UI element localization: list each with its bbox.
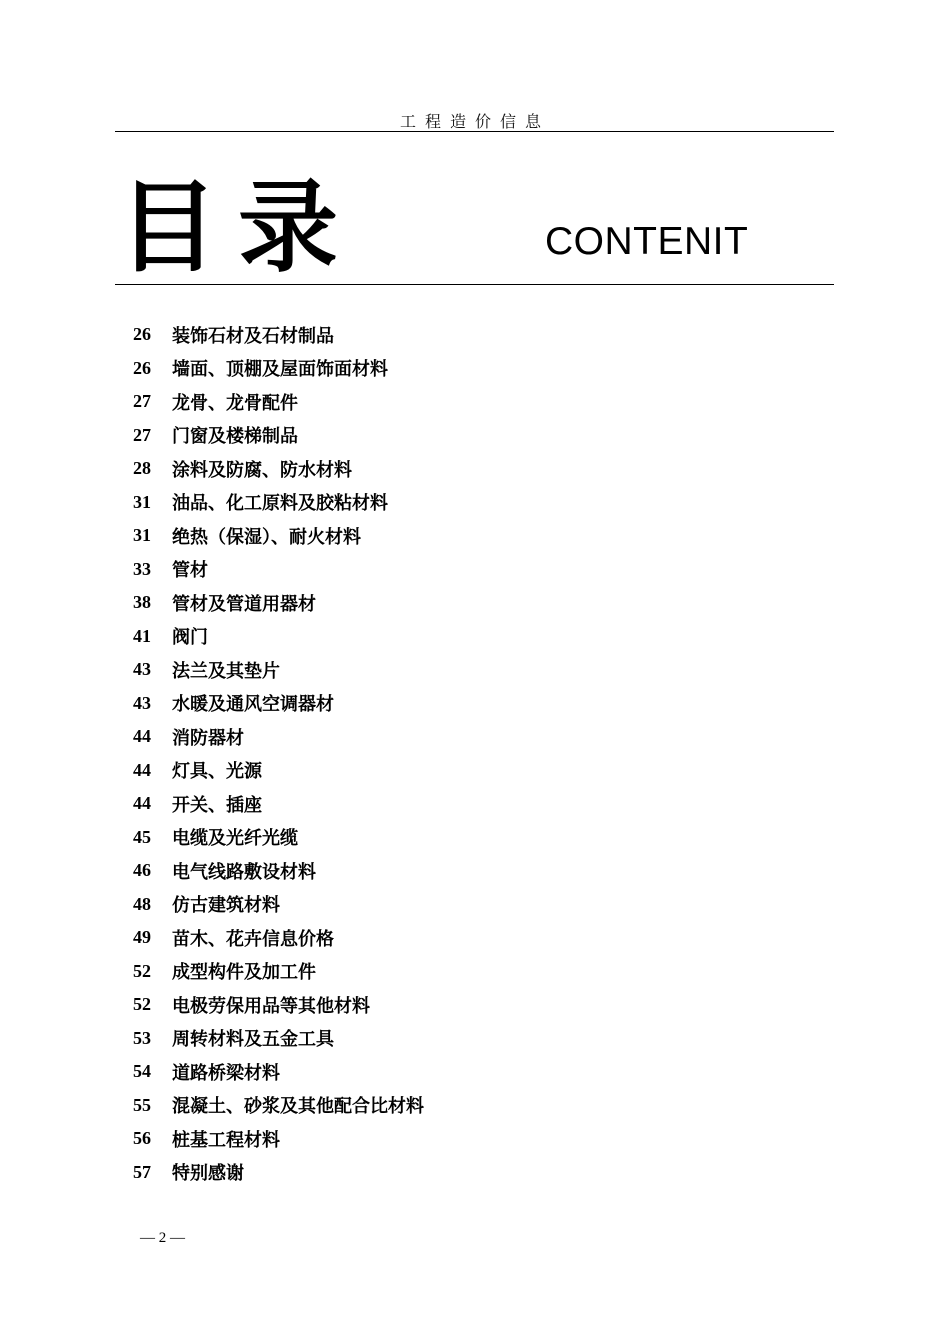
toc-page-number: 48 — [133, 893, 151, 914]
toc-page-number: 52 — [133, 960, 151, 981]
toc-item[interactable] — [133, 620, 424, 654]
toc-item[interactable] — [133, 955, 424, 989]
toc-item[interactable] — [133, 352, 424, 386]
toc-page-number: 46 — [133, 860, 151, 881]
toc-item[interactable] — [133, 318, 424, 352]
toc-page-number: 28 — [133, 458, 151, 479]
toc-page-number: 27 — [133, 391, 151, 412]
toc-label: 电气线路敷设材料 — [172, 861, 316, 883]
heading-english: CONTENIT — [545, 220, 749, 263]
toc-label: 周转材料及五金工具 — [172, 1029, 334, 1051]
toc-label: 绝热（保湿）、耐火材料 — [172, 526, 361, 548]
table-of-contents — [133, 318, 424, 1189]
toc-label: 特别感谢 — [172, 1163, 244, 1185]
toc-label: 桩基工程材料 — [172, 1129, 280, 1151]
toc-label: 墙面、顶棚及屋面饰面材料 — [172, 359, 388, 381]
toc-label: 水暖及通风空调器材 — [172, 694, 334, 716]
title-rule — [115, 284, 834, 285]
toc-label: 灯具、光源 — [172, 761, 262, 783]
toc-page-number: 27 — [133, 424, 151, 445]
toc-label: 装饰石材及石材制品 — [172, 325, 334, 347]
toc-page-number: 54 — [133, 1061, 151, 1082]
toc-label: 电缆及光纤光缆 — [172, 828, 298, 850]
header-rule — [115, 131, 834, 132]
running-header-title: 工程造价信息 — [399, 112, 550, 131]
toc-page-number: 53 — [133, 1027, 151, 1048]
toc-page-number: 31 — [133, 491, 151, 512]
toc-item[interactable] — [133, 553, 424, 587]
toc-label: 涂料及防腐、防水材料 — [172, 459, 352, 481]
toc-page-number: 55 — [133, 1094, 151, 1115]
toc-item[interactable] — [133, 787, 424, 821]
toc-label: 消防器材 — [172, 727, 244, 749]
toc-label: 道路桥梁材料 — [172, 1062, 280, 1084]
toc-page-number: 43 — [133, 692, 151, 713]
toc-page-number: 56 — [133, 1128, 151, 1149]
toc-label: 电极劳保用品等其他材料 — [172, 995, 370, 1017]
toc-label: 门窗及楼梯制品 — [172, 426, 298, 448]
toc-item[interactable] — [133, 419, 424, 453]
toc-item[interactable] — [133, 720, 424, 754]
toc-item[interactable] — [133, 1089, 424, 1123]
toc-page-number: 49 — [133, 927, 151, 948]
page-number: — 2 — — [140, 1230, 185, 1246]
toc-page-number: 26 — [133, 324, 151, 345]
heading-char-mu: 目 — [118, 168, 218, 286]
toc-item[interactable] — [133, 754, 424, 788]
toc-item[interactable] — [133, 854, 424, 888]
toc-item[interactable] — [133, 821, 424, 855]
toc-item[interactable] — [133, 687, 424, 721]
toc-label: 仿古建筑材料 — [172, 895, 280, 917]
toc-item[interactable] — [133, 486, 424, 520]
toc-page-number: 44 — [133, 726, 151, 747]
toc-item[interactable] — [133, 888, 424, 922]
toc-item[interactable] — [133, 1055, 424, 1089]
toc-page-number: 31 — [133, 525, 151, 546]
toc-label: 管材 — [172, 560, 208, 582]
toc-page-number: 44 — [133, 793, 151, 814]
toc-label: 管材及管道用器材 — [172, 593, 316, 615]
toc-page-number: 57 — [133, 1161, 151, 1182]
toc-page-number: 38 — [133, 592, 151, 613]
toc-item[interactable] — [133, 921, 424, 955]
toc-label: 开关、插座 — [172, 794, 262, 816]
toc-label: 混凝土、砂浆及其他配合比材料 — [172, 1096, 424, 1118]
toc-label: 油品、化工原料及胶粘材料 — [172, 493, 388, 515]
toc-page-number: 44 — [133, 759, 151, 780]
toc-page-number: 33 — [133, 558, 151, 579]
toc-item[interactable] — [133, 1122, 424, 1156]
toc-item[interactable] — [133, 988, 424, 1022]
toc-page-number: 43 — [133, 659, 151, 680]
toc-page-number: 26 — [133, 357, 151, 378]
toc-label: 法兰及其垫片 — [172, 660, 280, 682]
toc-label: 龙骨、龙骨配件 — [172, 392, 298, 414]
toc-label: 成型构件及加工件 — [172, 962, 316, 984]
toc-item[interactable] — [133, 519, 424, 553]
toc-page-number: 52 — [133, 994, 151, 1015]
toc-item[interactable] — [133, 586, 424, 620]
toc-page-number: 45 — [133, 826, 151, 847]
heading-char-lu: 录 — [238, 168, 338, 286]
toc-page-number: 41 — [133, 625, 151, 646]
toc-item[interactable] — [133, 1156, 424, 1190]
toc-item[interactable] — [133, 452, 424, 486]
toc-item[interactable] — [133, 1022, 424, 1056]
toc-item[interactable] — [133, 653, 424, 687]
toc-item[interactable] — [133, 385, 424, 419]
toc-label: 苗木、花卉信息价格 — [172, 928, 334, 950]
toc-label: 阀门 — [172, 627, 208, 649]
